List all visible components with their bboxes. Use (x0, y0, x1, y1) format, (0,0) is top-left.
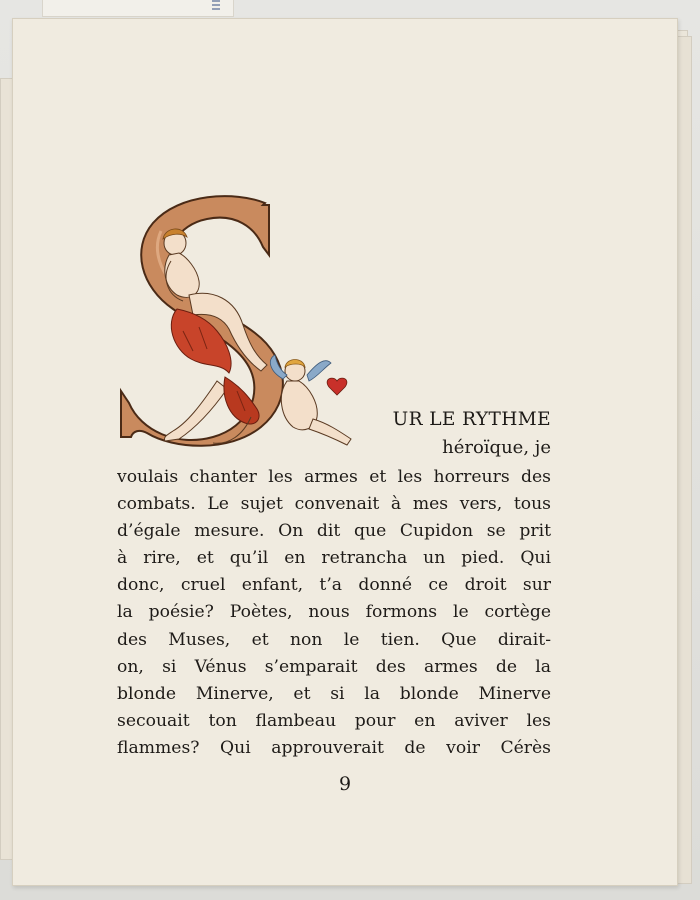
text-line: la poésie? Poètes, nous formons le cortège (117, 602, 551, 623)
page-number: 9 (338, 773, 352, 795)
text-line: combats. Le sujet convenait à mes vers, tous (117, 494, 551, 515)
text-line: on, si Vénus s’emparait des armes de la (117, 656, 551, 677)
text-line: d’égale mesure. On dit que Cupidon se prit (117, 521, 551, 542)
tab-mark (212, 0, 220, 12)
body-text (117, 464, 551, 762)
paper-tab (42, 0, 234, 17)
text-line: secouait ton flambeau pour en aviver les (117, 710, 551, 731)
text-line: blonde Minerve, et si la blonde Minerve (117, 683, 551, 704)
illuminated-initial-s-icon (117, 191, 357, 457)
book-page (12, 18, 678, 886)
text-line: à rire, et qu’il en retrancha un pied. Qui (117, 548, 551, 569)
opening-caps: UR LE RYTHME (392, 409, 551, 430)
text-line: flammes? Qui approuverait de voir Cérès (117, 737, 551, 758)
text-line: donc, cruel enfant, t’a donné ce droit sur (117, 575, 551, 596)
opening-line-2: héroïque, je (442, 437, 551, 458)
page-number-area (13, 773, 677, 795)
text-line: des Muses, et non le tien. Que dirait- (117, 629, 551, 650)
text-line: voulais chanter les armes et les horreurs des (117, 467, 551, 487)
